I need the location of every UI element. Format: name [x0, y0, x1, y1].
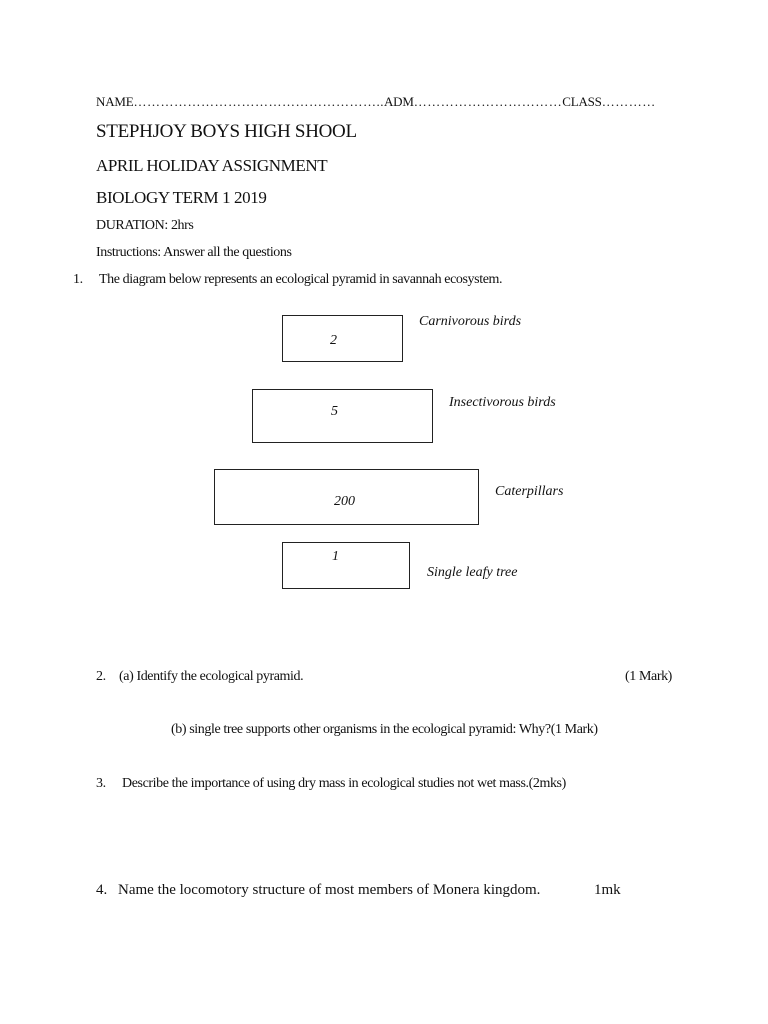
question-2b-text: (b) single tree supports other organisms in the ecological pyramid: Why?(1 Mark)	[171, 722, 598, 737]
student-details-line	[96, 94, 656, 110]
assignment-title: APRIL HOLIDAY ASSIGNMENT	[96, 156, 328, 175]
question-1-number: 1.	[73, 272, 83, 287]
duration: DURATION: 2hrs	[96, 218, 194, 233]
question-4-text: Name the locomotory structure of most members of Monera kingdom.	[118, 882, 541, 898]
pyramid-label: Caterpillars	[495, 484, 564, 499]
instructions: Instructions: Answer all the questions	[96, 245, 292, 260]
pyramid-value: 200	[334, 494, 355, 509]
adm-label: ADM	[383, 94, 414, 109]
pyramid-value: 1	[332, 549, 339, 564]
question-2a-marks: (1 Mark)	[625, 669, 672, 684]
question-3-number: 3.	[96, 776, 106, 791]
pyramid-value: 2	[330, 333, 337, 348]
subject-term: BIOLOGY TERM 1 2019	[96, 188, 267, 207]
pyramid-label: Carnivorous birds	[419, 314, 522, 329]
name-label: NAME	[96, 94, 134, 109]
pyramid-box-carnivorous-birds	[282, 315, 403, 362]
question-4-number: 4.	[96, 882, 108, 898]
question-4-marks: 1mk	[594, 882, 621, 898]
question-1-text: The diagram below represents an ecological pyramid in savannah ecosystem.	[99, 272, 503, 287]
pyramid-box-single-leafy-tree	[282, 542, 410, 589]
pyramid-label: Single leafy tree	[427, 565, 518, 580]
class-label: CLASS	[562, 94, 602, 109]
school-name: STEPHJOY BOYS HIGH SHOOL	[96, 121, 357, 142]
pyramid-value: 5	[331, 404, 338, 419]
question-3-text: Describe the importance of using dry mass in ecological studies not wet mass.(2mks)	[122, 776, 566, 791]
question-2-number: 2.	[96, 669, 106, 684]
class-blank: …………	[601, 94, 656, 109]
pyramid-label: Insectivorous birds	[449, 395, 556, 410]
adm-blank: ……………………………	[413, 94, 563, 109]
question-2a-text: (a) Identify the ecological pyramid.	[119, 669, 304, 684]
name-blank: ………………………………………………..	[133, 94, 384, 109]
pyramid-box-insectivorous-birds	[252, 389, 433, 443]
pyramid-box-caterpillars	[214, 469, 479, 525]
